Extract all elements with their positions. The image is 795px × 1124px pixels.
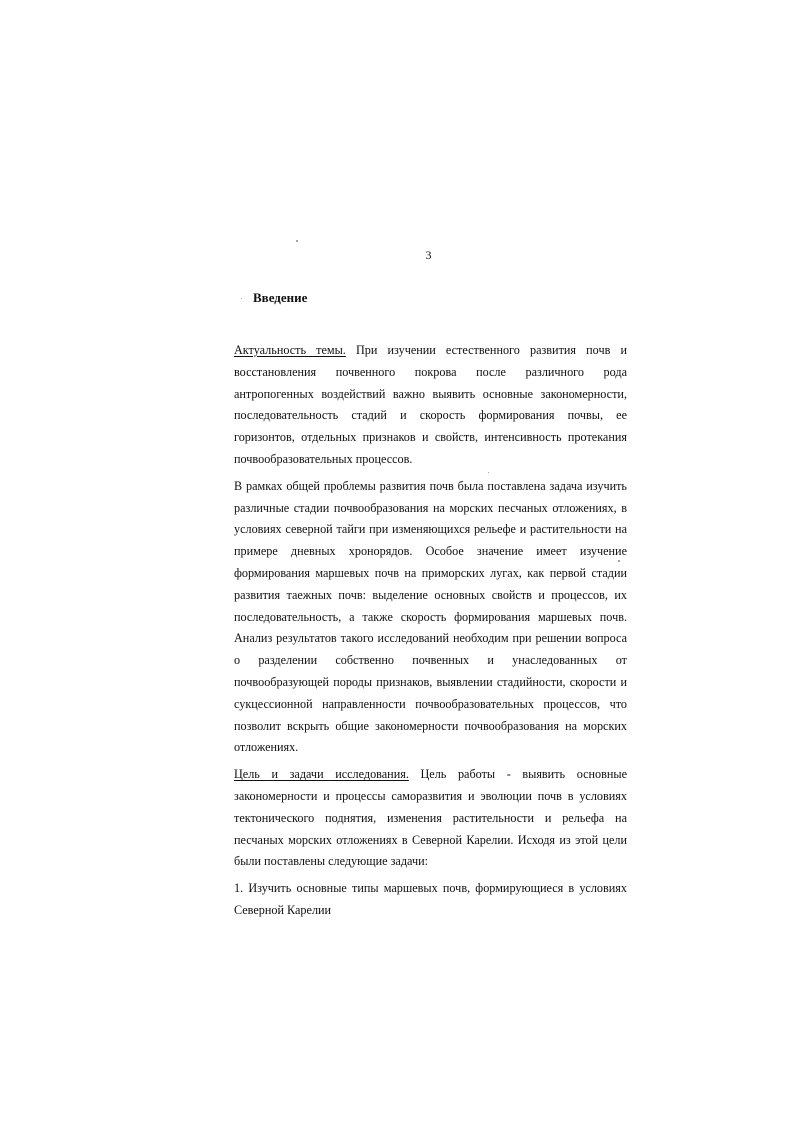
paragraph-problem [234, 476, 627, 759]
section-heading: Введение [253, 290, 308, 305]
page-number: 3 [425, 248, 432, 262]
paragraph-lead-goals: Цель и задачи исследования. [234, 767, 409, 782]
paragraph-text-task-1: 1. Изучить основные типы маршевых почв, формирующиеся в условиях Северной Карелии [234, 881, 627, 917]
paragraph-text-problem: В рамках общей проблемы развития почв была поставлена задача изучить различные стадии почвообразования на морских песчаных отложениях, в условиях северной тайги при изменяющихся рельефе и растительности на примере дневных хронорядов. Особое значение имеет изучение формирования маршевых почв на приморских лугах, как первой стадии развития таежных почв: выделение основных свойств и процессов, их последовательность, а также скорость формирования маршевых почв. Анализ результатов такого исследований необходим при решении вопроса о разделении собственно почвенных и унаследованных от почвообразующей породы признаков, выявлении стадийности, скорости и сукцессионной направленности почвообразовательных процессов, что позволит вскрыть общие закономерности почвообразования на морских отложениях. [234, 478, 627, 755]
scan-speck [618, 560, 620, 562]
paragraph-lead-relevance: Актуальность темы. [234, 343, 346, 357]
paragraph-goals [234, 764, 627, 873]
scan-speck [488, 472, 489, 473]
paragraph-text-relevance: При изучении естественного развития почв и восстановления почвенного покрова после различного рода антропогенных воздействий важно выявить основные закономерности, последовательность стадий и скорость формирования почвы, ее горизонтов, отдельных признаков и свойств, интенсивность протекания почвообразовательных процессов. [234, 343, 627, 466]
paragraph-task-1 [234, 878, 627, 922]
paragraph-text-goals: Цель работы - выявить основные закономерности и процессы саморазвития и эволюции почв в условиях тектонического поднятия, изменения растительности и рельефа на песчаных морских отложениях в Северной Карелии. Исходя из этой цели были поставлены следующие задачи: [234, 767, 627, 869]
body-text [234, 340, 627, 927]
scan-speck [296, 240, 298, 242]
paragraph-relevance [234, 340, 627, 471]
scan-speck [241, 298, 242, 299]
